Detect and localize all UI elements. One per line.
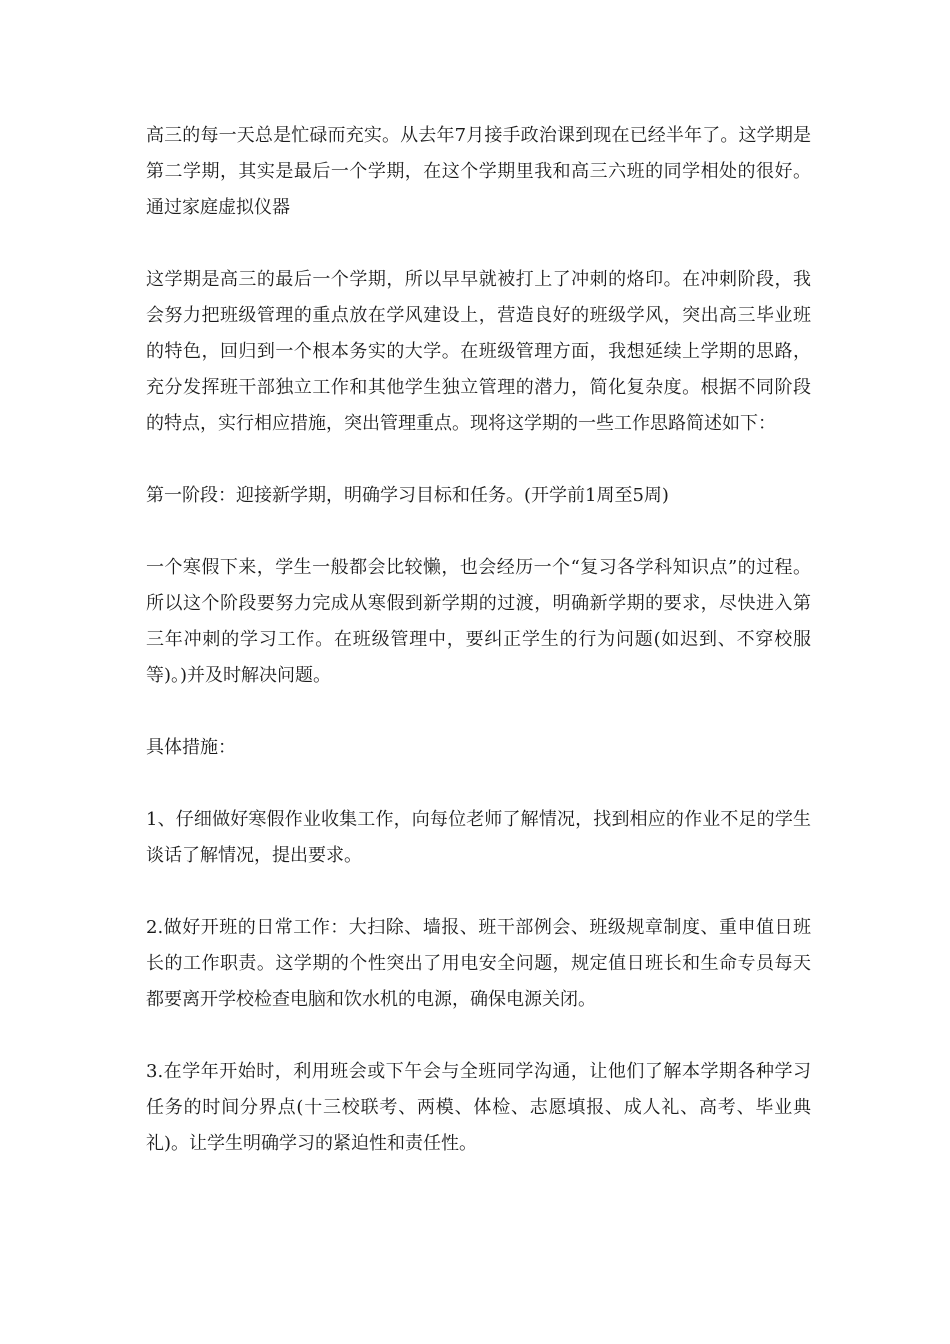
paragraph-stage-one-heading: 第一阶段：迎接新学期，明确学习目标和任务。(开学前1周至5周) <box>146 485 669 506</box>
paragraph-measure-2: 2.做好开班的日常工作：大扫除、墙报、班干部例会、班级规章制度、重申值日班长的工作职责。这学期的个性突出了用电安全问题，规定值日班长和生命专员每天都要离开学校检查电脑和饮水机的电源，确保电源关闭。 <box>146 917 811 1010</box>
paragraph-measure-3: 3.在学年开始时，利用班会或下午会与全班同学沟通，让他们了解本学期各种学习任务的时间分界点(十三校联考、两模、体检、志愿填报、成人礼、高考、毕业典礼)。让学生明确学习的紧迫性和责任性。 <box>146 1061 811 1154</box>
paragraph-measure-1: 1、仔细做好寒假作业收集工作，向每位老师了解情况，找到相应的作业不足的学生谈话了解情况，提出要求。 <box>146 809 811 866</box>
paragraph-semester-plan: 这学期是高三的最后一个学期，所以早早就被打上了冲刺的烙印。在冲刺阶段，我会努力把班级管理的重点放在学风建设上，营造良好的班级学风，突出高三毕业班的特色，回归到一个根本务实的大学。在班级管理方面，我想延续上学期的思路，充分发挥班干部独立工作和其他学生独立管理的潜力，简化复杂度。根据不同阶段的特点，实行相应措施，突出管理重点。现将这学期的一些工作思路简述如下： <box>146 269 811 434</box>
paragraph-stage-one-body: 一个寒假下来，学生一般都会比较懒，也会经历一个“复习各学科知识点”的过程。所以这个阶段要努力完成从寒假到新学期的过渡，明确新学期的要求，尽快进入第三年冲刺的学习工作。在班级管理中，要纠正学生的行为问题(如迟到、不穿校服等)。)并及时解决问题。 <box>146 557 811 686</box>
document-body <box>146 118 811 1198</box>
paragraph-intro: 高三的每一天总是忙碌而充实。从去年7月接手政治课到现在已经半年了。这学期是第二学期，其实是最后一个学期，在这个学期里我和高三六班的同学相处的很好。通过家庭虚拟仪器 <box>146 125 811 218</box>
paragraph-measures-heading: 具体措施： <box>146 737 236 758</box>
